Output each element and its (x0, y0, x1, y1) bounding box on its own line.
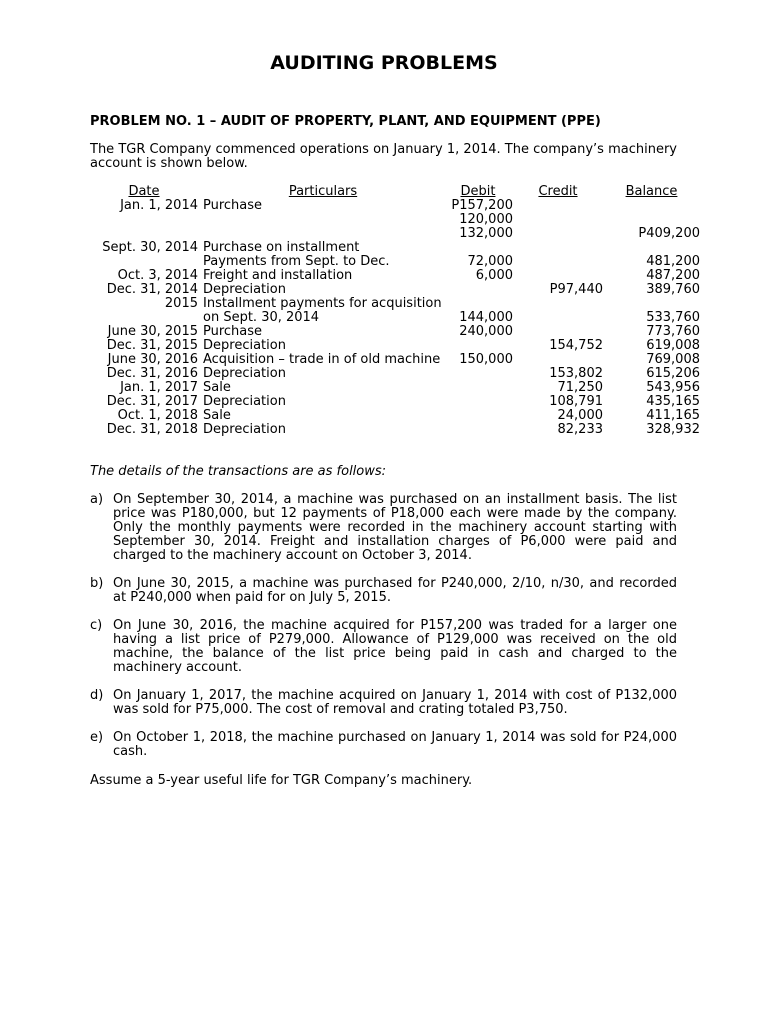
ledger-row (90, 395, 700, 409)
ledger-body (90, 199, 700, 437)
ledger-cell-particulars: Sale (203, 380, 231, 395)
ledger-cell-debit (443, 283, 513, 297)
ledger-cell-debit: P157,200 (451, 198, 513, 213)
ledger-cell-particulars: Purchase on installment (203, 240, 360, 255)
ledger-cell-particulars: Depreciation (203, 282, 286, 297)
item-label: d) (90, 688, 104, 703)
ledger-row (90, 353, 700, 367)
ledger-row (90, 241, 700, 255)
item-text: On January 1, 2017, the machine acquired on January 1, 2014 with cost of P132,000 was sold for P75,000. The cost of removal and crating totaled P3,750. (113, 688, 677, 717)
ledger-cell-debit (443, 339, 513, 353)
ledger-cell-particulars: Sale (203, 408, 231, 423)
ledger-cell-particulars: Depreciation (203, 422, 286, 437)
ledger-cell-debit (443, 409, 513, 423)
detail-item-e (90, 731, 677, 759)
ledger-cell-particulars: Payments from Sept. to Dec. (203, 254, 390, 269)
ledger-cell-credit: 154,752 (549, 338, 603, 353)
ledger-cell-particulars: Freight and installation (203, 268, 353, 283)
ledger-cell-particulars: Purchase (203, 324, 263, 339)
ledger-cell-debit (443, 381, 513, 395)
ledger-cell-date: Sept. 30, 2014 (102, 240, 198, 255)
details-intro: The details of the transactions are as follows: (90, 464, 387, 479)
detail-item-c (90, 619, 677, 675)
ledger-cell-date: Dec. 31, 2016 (106, 366, 198, 381)
ledger-cell-debit (443, 367, 513, 381)
ledger-row (90, 367, 700, 381)
ledger-cell-debit: 72,000 (467, 254, 513, 269)
ledger-cell-balance: 533,760 (646, 310, 700, 325)
ledger-row (90, 339, 700, 353)
item-label: c) (90, 618, 103, 633)
ledger-row (90, 255, 700, 269)
ledger-cell-date: 2015 (164, 296, 198, 311)
item-label: e) (90, 730, 104, 745)
ledger-cell-date: Dec. 31, 2015 (106, 338, 198, 353)
ledger-cell-date: Jan. 1, 2014 (120, 198, 198, 213)
ledger-cell-debit: 144,000 (459, 310, 513, 325)
ledger-cell-balance: 773,760 (646, 324, 700, 339)
ledger-cell-balance: 487,200 (646, 268, 700, 283)
ledger-cell-particulars (203, 227, 443, 241)
ledger-cell-date: Dec. 31, 2018 (106, 422, 198, 437)
ledger-row (90, 297, 700, 311)
ledger-row (90, 213, 700, 227)
header-balance: Balance (625, 184, 678, 199)
ledger-cell-debit: 132,000 (459, 226, 513, 241)
ledger-cell-balance (603, 297, 700, 311)
ledger-cell-debit (443, 423, 513, 437)
ledger-cell-balance (603, 199, 700, 213)
ledger-cell-balance: P409,200 (638, 226, 700, 241)
ledger-cell-date (90, 213, 203, 227)
ledger-cell-credit (513, 241, 603, 255)
ledger-cell-credit: 24,000 (557, 408, 603, 423)
ledger-cell-balance: 769,008 (646, 352, 700, 367)
ledger-cell-debit (443, 241, 513, 255)
ledger-cell-credit (513, 311, 603, 325)
ledger-cell-balance: 328,932 (646, 422, 700, 437)
ledger-cell-particulars: Depreciation (203, 394, 286, 409)
ledger-cell-balance: 619,008 (646, 338, 700, 353)
ledger-cell-particulars: Depreciation (203, 338, 286, 353)
ledger-cell-balance: 543,956 (646, 380, 700, 395)
intro-paragraph: The TGR Company commenced operations on January 1, 2014. The company’s machinery account is shown below. (90, 142, 677, 171)
ledger-cell-date (90, 311, 203, 325)
ledger-cell-credit: 71,250 (557, 380, 603, 395)
ledger-cell-credit (513, 269, 603, 283)
ledger-cell-debit: 150,000 (459, 352, 513, 367)
ledger-cell-particulars: Purchase (203, 198, 263, 213)
ledger-cell-credit: P97,440 (549, 282, 603, 297)
ledger-cell-debit (443, 395, 513, 409)
ledger-row (90, 409, 700, 423)
ledger-cell-date: Dec. 31, 2017 (106, 394, 198, 409)
page-title: AUDITING PROBLEMS (270, 52, 498, 74)
item-text: On June 30, 2016, the machine acquired for P157,200 was traded for a larger one having a list price of P279,000. Allowance of P129,000 was received on the old machine, the balance of the list price being paid in cash and charged to the machinery account. (113, 618, 677, 675)
header-date: Date (128, 184, 160, 199)
ledger-cell-credit: 82,233 (557, 422, 603, 437)
ledger-cell-date: Dec. 31, 2014 (106, 282, 198, 297)
ledger-cell-balance: 615,206 (646, 366, 700, 381)
ledger-cell-debit (443, 297, 513, 311)
ledger-cell-date (90, 255, 203, 269)
problem-heading: PROBLEM NO. 1 – AUDIT OF PROPERTY, PLANT, AND EQUIPMENT (PPE) (90, 114, 601, 129)
ledger-cell-debit: 6,000 (475, 268, 513, 283)
ledger-row (90, 199, 700, 213)
ledger-cell-date (90, 227, 203, 241)
ledger-row (90, 269, 700, 283)
ledger-cell-credit (513, 353, 603, 367)
ledger-cell-balance: 481,200 (646, 254, 700, 269)
ledger-cell-credit (513, 213, 603, 227)
ledger-cell-balance: 389,760 (646, 282, 700, 297)
ledger-row (90, 227, 700, 241)
detail-item-a (90, 493, 677, 563)
header-credit: Credit (538, 184, 578, 199)
ledger-cell-credit (513, 255, 603, 269)
ledger-cell-credit: 108,791 (549, 394, 603, 409)
ledger-cell-date: Oct. 1, 2018 (117, 408, 198, 423)
ledger-cell-balance (603, 213, 700, 227)
ledger-cell-particulars: on Sept. 30, 2014 (203, 310, 320, 325)
ledger-header-row (90, 185, 700, 199)
item-label: b) (90, 576, 104, 591)
ledger-row (90, 381, 700, 395)
item-label: a) (90, 492, 104, 507)
closing-note: Assume a 5-year useful life for TGR Company’s machinery. (90, 773, 473, 788)
ledger-cell-balance: 435,165 (646, 394, 700, 409)
ledger-cell-balance: 411,165 (646, 408, 700, 423)
ledger-cell-particulars: Depreciation (203, 366, 286, 381)
item-text: On October 1, 2018, the machine purchased on January 1, 2014 was sold for P24,000 cash. (113, 730, 677, 759)
ledger-cell-debit: 120,000 (459, 212, 513, 227)
ledger-cell-credit (513, 227, 603, 241)
ledger-row (90, 311, 700, 325)
ledger-cell-balance (603, 241, 700, 255)
ledger-cell-date: June 30, 2015 (107, 324, 198, 339)
header-particulars: Particulars (288, 184, 358, 199)
ledger-cell-credit (513, 297, 603, 311)
ledger-cell-particulars (203, 213, 443, 227)
ledger-row (90, 423, 700, 437)
detail-item-d (90, 689, 677, 717)
ledger-cell-credit (513, 199, 603, 213)
ledger-row (90, 283, 700, 297)
ledger-cell-date: Oct. 3, 2014 (117, 268, 198, 283)
ledger-cell-date: Jan. 1, 2017 (120, 380, 198, 395)
ledger-cell-date: June 30, 2016 (107, 352, 198, 367)
detail-item-b (90, 577, 677, 605)
ledger-row (90, 325, 700, 339)
ledger-cell-particulars: Installment payments for acquisition (203, 296, 442, 311)
item-text: On September 30, 2014, a machine was purchased on an installment basis. The list price was P180,000, but 12 payments of P18,000 each were made by the company. Only the monthly payments were recorded in the machinery account starting with September 30, 2014. Freight and installation charges of P6,000 were paid and charged to the machinery account on October 3, 2014. (113, 492, 677, 563)
header-debit: Debit (460, 184, 496, 199)
ledger-cell-particulars: Acquisition – trade in of old machine (203, 352, 441, 367)
machinery-ledger-table (90, 185, 700, 437)
item-text: On June 30, 2015, a machine was purchased for P240,000, 2/10, n/30, and recorded at P240,000 when paid for on July 5, 2015. (113, 576, 677, 605)
ledger-cell-credit (513, 325, 603, 339)
ledger-cell-credit: 153,802 (549, 366, 603, 381)
ledger-cell-debit: 240,000 (459, 324, 513, 339)
